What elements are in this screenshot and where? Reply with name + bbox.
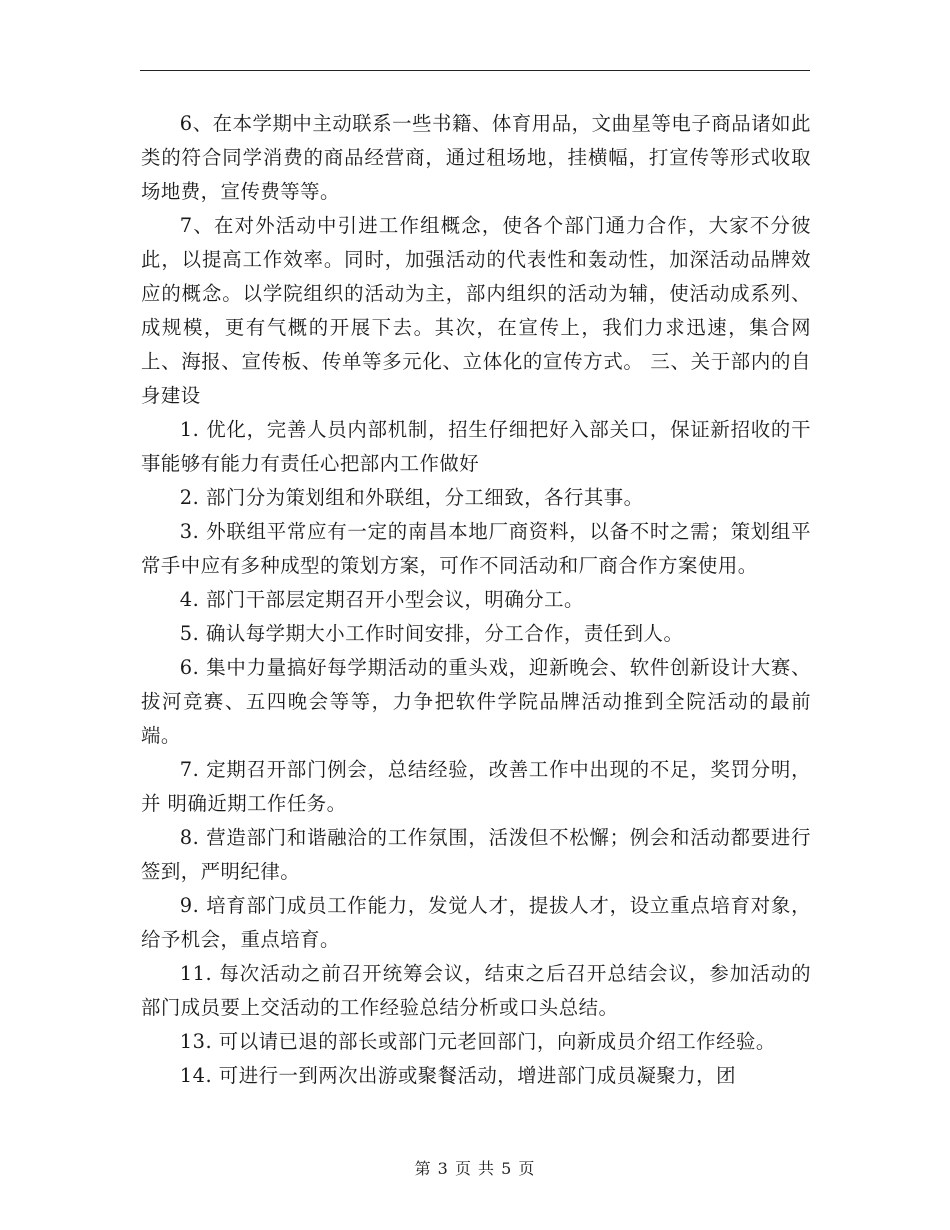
paragraph-self-build-14: 14. 可进行一到两次出游或聚餐活动，增进部门成员凝聚力，团 [179, 1064, 736, 1087]
paragraph-self-build-13: 13. 可以请已退的部长或部门元老回部门，向新成员介绍工作经验。 [179, 1030, 776, 1053]
paragraph-item-6: 6、在本学期中主动联系一些书籍、体育用品，文曲星等电子商品诸如此类的符合同学消费的商品经营商，通过租场地，挂横幅，打宣传等形式收取场地费，宣传费等等。 [141, 112, 811, 203]
paragraph-self-build-9: 9. 培育部门成员工作能力，发觉人才，提拔人才，设立重点培育对象，给予机会，重点培育。 [141, 894, 811, 951]
paragraph-self-build-7: 7. 定期召开部门例会，总结经验，改善工作中出现的不足，奖罚分明，并 明确近期工作任务。 [141, 758, 811, 815]
paragraph-self-build-11: 11. 每次活动之前召开统筹会议，结束之后召开总结会议，参加活动的部门成员要上交活动的工作经验总结分析或口头总结。 [141, 962, 811, 1019]
document-body [141, 107, 811, 1093]
paragraph-item-7: 7、在对外活动中引进工作组概念，使各个部门通力合作，大家不分彼此，以提高工作效率。同时，加强活动的代表性和轰动性，加深活动品牌效应的概念。以学院组织的活动为主，部内组织的活动为辅，使活动成系列、成规模，更有气概的开展下去。其次，在宣传上，我们力求迅速，集合网上、海报、宣传板、传单等多元化、立体化的宣传方式。 三、关于部内的自身建设 [141, 214, 811, 407]
paragraph-self-build-5: 5. 确认每学期大小工作时间安排，分工合作，责任到人。 [179, 622, 684, 645]
header-rule [140, 70, 810, 71]
paragraph-self-build-2: 2. 部门分为策划组和外联组，分工细致，各行其事。 [179, 486, 644, 509]
paragraph-self-build-1: 1. 优化，完善人员内部机制，招生仔细把好入部关口，保证新招收的干事能够有能力有责任心把部内工作做好 [141, 418, 811, 475]
paragraph-self-build-6: 6. 集中力量搞好每学期活动的重头戏，迎新晚会、软件创新设计大赛、拔河竞赛、五四晚会等等，力争把软件学院品牌活动推到全院活动的最前端。 [141, 656, 811, 747]
page-number-footer: 第 3 页 共 5 页 [414, 1159, 536, 1178]
paragraph-self-build-8: 8. 营造部门和谐融洽的工作氛围，活泼但不松懈；例会和活动都要进行签到，严明纪律。 [141, 826, 811, 883]
paragraph-self-build-4: 4. 部门干部层定期召开小型会议，明确分工。 [179, 588, 584, 611]
paragraph-self-build-3: 3. 外联组平常应有一定的南昌本地厂商资料，以备不时之需；策划组平常手中应有多种成型的策划方案，可作不同活动和厂商合作方案使用。 [141, 520, 811, 577]
